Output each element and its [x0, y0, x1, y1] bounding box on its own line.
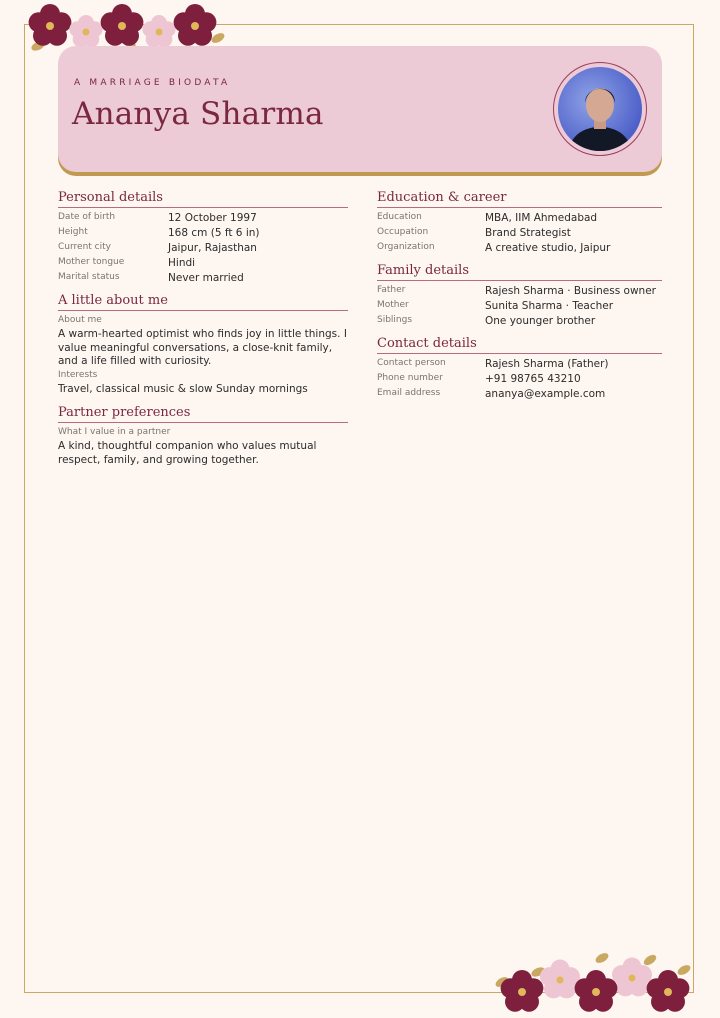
- section-title-education: Education & career: [377, 190, 507, 205]
- section-title-about: A little about me: [58, 293, 168, 308]
- value-marital-status: Never married: [168, 272, 244, 284]
- label-height: Height: [58, 227, 88, 237]
- value-height: 168 cm (5 ft 6 in): [168, 227, 260, 239]
- section-title-partner: Partner preferences: [58, 405, 191, 420]
- label-organization: Organization: [377, 242, 435, 252]
- floral-garland-bottom-icon: [492, 950, 697, 1018]
- value-siblings: One younger brother: [485, 315, 596, 327]
- label-contact-person: Contact person: [377, 358, 446, 368]
- label-mother: Mother: [377, 300, 409, 310]
- value-education: MBA, IIM Ahmedabad: [485, 212, 598, 224]
- section-divider: [58, 310, 348, 311]
- value-organization: A creative studio, Jaipur: [485, 242, 611, 254]
- value-occupation: Brand Strategist: [485, 227, 571, 239]
- label-father: Father: [377, 285, 406, 295]
- about-me-text: A warm-hearted optimist who finds joy in little things. I value meaningful conversations, a close-knit family, and a life filled with curiosity.: [58, 328, 347, 367]
- section-divider: [377, 353, 662, 354]
- value-contact-person: Rajesh Sharma (Father): [485, 358, 609, 370]
- label-mother-tongue: Mother tongue: [58, 257, 125, 267]
- label-current-city: Current city: [58, 242, 111, 252]
- value-mother-tongue: Hindi: [168, 257, 196, 269]
- section-title-personal: Personal details: [58, 190, 163, 205]
- section-title-family: Family details: [377, 263, 469, 278]
- value-date-of-birth: 12 October 1997: [168, 212, 257, 224]
- section-divider: [377, 207, 662, 208]
- profile-name: Ananya Sharma: [72, 96, 324, 132]
- section-divider: [58, 207, 348, 208]
- document-eyebrow: A MARRIAGE BIODATA: [74, 78, 231, 88]
- label-email-address: Email address: [377, 388, 441, 398]
- label-interests: Interests: [58, 370, 98, 380]
- label-partner-values: What I value in a partner: [58, 427, 171, 437]
- section-title-contact: Contact details: [377, 336, 477, 351]
- value-current-city: Jaipur, Rajasthan: [168, 242, 257, 254]
- label-about-me: About me: [58, 315, 102, 325]
- section-divider: [377, 280, 662, 281]
- label-phone-number: Phone number: [377, 373, 443, 383]
- label-occupation: Occupation: [377, 227, 429, 237]
- value-email-address[interactable]: ananya@example.com: [485, 388, 606, 400]
- portrait-photo: [558, 67, 642, 151]
- label-date-of-birth: Date of birth: [58, 212, 116, 222]
- partner-values-text: A kind, thoughtful companion who values mutual respect, family, and growing together.: [58, 440, 317, 466]
- interests-text: Travel, classical music & slow Sunday mornings: [58, 383, 308, 395]
- section-divider: [58, 422, 348, 423]
- value-father: Rajesh Sharma · Business owner: [485, 285, 656, 297]
- label-marital-status: Marital status: [58, 272, 120, 282]
- label-education: Education: [377, 212, 422, 222]
- value-phone-number[interactable]: +91 98765 43210: [485, 373, 581, 385]
- label-siblings: Siblings: [377, 315, 413, 325]
- value-mother: Sunita Sharma · Teacher: [485, 300, 614, 312]
